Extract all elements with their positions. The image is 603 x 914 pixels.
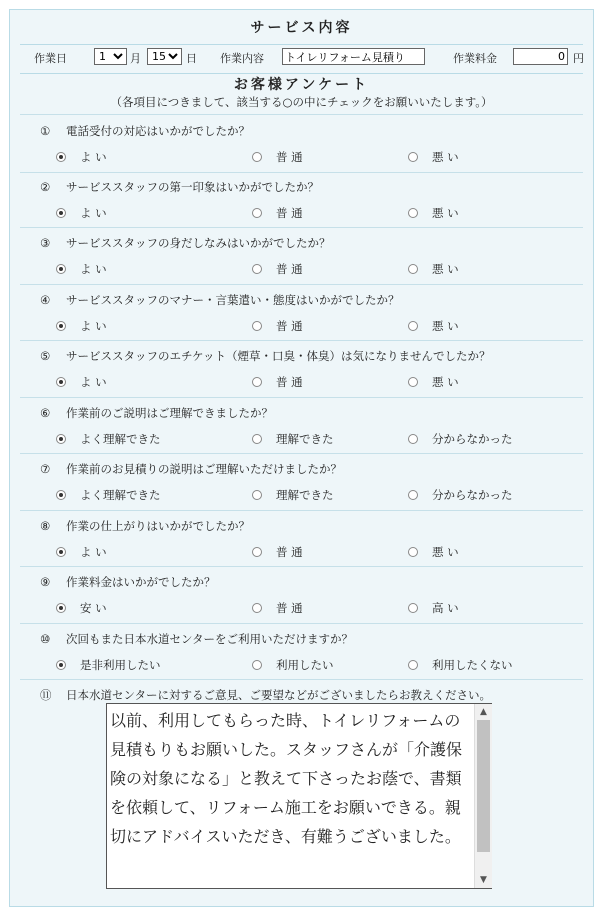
question-number: ⑪ (40, 688, 52, 702)
option-label: 安 い (80, 601, 107, 615)
option-label: 悪 い (432, 544, 459, 559)
radio-button[interactable] (56, 152, 66, 162)
answer-option[interactable] (408, 431, 513, 447)
option-label: 普 通 (276, 150, 303, 164)
answer-option[interactable] (252, 149, 303, 165)
scroll-thumb[interactable] (477, 720, 490, 852)
option-label: 高 い (432, 601, 459, 615)
radio-button[interactable] (56, 434, 66, 444)
option-label: よ い (80, 205, 107, 220)
question-text (40, 631, 353, 647)
radio-button[interactable] (252, 208, 262, 218)
answer-option[interactable] (252, 487, 334, 503)
survey-title: お客様アンケート (233, 77, 370, 93)
question-number: ⑩ (40, 631, 51, 646)
radio-button[interactable] (56, 547, 66, 557)
question-1 (20, 114, 583, 173)
option-label: 悪 い (432, 205, 459, 220)
fee-unit: 円 (573, 52, 584, 65)
radio-button[interactable] (56, 660, 66, 670)
answer-option[interactable] (252, 600, 303, 616)
question-5 (20, 340, 583, 398)
radio-button[interactable] (408, 208, 418, 218)
option-label: 普 通 (276, 262, 303, 276)
answer-option[interactable] (408, 318, 459, 334)
question-label: 作業前のお見積りの説明はご理解いただけましたか？ (66, 462, 342, 476)
answer-option[interactable] (408, 600, 459, 616)
option-label: 悪 い (432, 318, 459, 333)
question-label: サービススタッフのマナー・言葉遣い・態度はいかがでしたか？ (66, 292, 400, 307)
work-label: 作業内容 (220, 52, 264, 65)
question-number: ⑤ (40, 349, 51, 363)
answer-option[interactable] (252, 261, 303, 277)
question-11-text (40, 687, 491, 703)
question-8 (20, 510, 583, 568)
option-label: よく理解できた (80, 488, 161, 502)
question-label: 次回もまた日本水道センターをご利用いただけますか？ (66, 631, 354, 646)
work-content-field[interactable] (282, 48, 425, 65)
radio-button[interactable] (408, 660, 418, 670)
radio-button[interactable] (252, 660, 262, 670)
fee-label: 作業料金 (453, 52, 497, 65)
answer-option[interactable] (56, 544, 107, 560)
question-number: ⑨ (40, 575, 51, 589)
question-number: ⑥ (40, 405, 51, 420)
answer-option[interactable] (252, 205, 303, 221)
radio-button[interactable] (252, 321, 262, 331)
radio-button[interactable] (408, 264, 418, 274)
option-label: 利用したい (276, 657, 334, 672)
date-label: 作業日 (34, 52, 67, 65)
answer-option[interactable] (56, 261, 107, 277)
option-label: 理解できた (276, 431, 334, 446)
answer-option[interactable] (56, 318, 107, 334)
radio-button[interactable] (252, 490, 262, 500)
option-label: 分からなかった (432, 488, 513, 502)
answer-option[interactable] (56, 431, 161, 447)
question-2 (20, 171, 583, 229)
month-unit: 月 (130, 52, 141, 65)
question-3 (20, 227, 583, 285)
question-label: 電話受付の対応はいかがでしたか？ (66, 124, 250, 138)
question-7 (20, 453, 583, 511)
answer-option[interactable] (408, 374, 459, 390)
answer-option[interactable] (252, 374, 303, 390)
answer-option[interactable] (408, 544, 459, 560)
radio-button[interactable] (408, 321, 418, 331)
answer-option[interactable] (56, 487, 161, 503)
question-label: サービススタッフのエチケット（煙草・口臭・体臭）は気になりませんでしたか？ (66, 349, 491, 363)
radio-button[interactable] (252, 434, 262, 444)
answer-option[interactable] (408, 149, 459, 165)
question-number: ③ (40, 236, 51, 250)
question-text (40, 179, 319, 195)
page-title: サービス内容 (250, 20, 353, 36)
question-9 (20, 566, 583, 624)
radio-button[interactable] (252, 377, 262, 387)
radio-button[interactable] (56, 490, 66, 500)
option-label: 利用したくない (432, 657, 513, 672)
radio-button[interactable] (408, 547, 418, 557)
radio-button[interactable] (408, 434, 418, 444)
answer-option[interactable] (252, 318, 303, 334)
question-text (40, 518, 250, 534)
question-label: 作業料金はいかがでしたか？ (66, 575, 216, 589)
question-number: ④ (40, 292, 51, 307)
answer-option[interactable] (56, 205, 107, 221)
option-label: よく理解できた (80, 431, 161, 446)
question-text (40, 348, 490, 364)
question-label: 日本水道センターに対するご意見、ご要望などがございましたらお教えください。 (66, 688, 492, 702)
month-select[interactable] (94, 48, 127, 65)
option-label: よ い (80, 150, 107, 164)
option-label: よ い (80, 544, 107, 559)
option-label: 普 通 (276, 544, 303, 559)
question-4 (20, 284, 583, 342)
option-label: よ い (80, 262, 107, 276)
answer-option[interactable] (408, 261, 459, 277)
option-label: よ い (80, 318, 107, 333)
day-unit: 日 (186, 52, 197, 65)
question-number: ② (40, 179, 51, 194)
option-label: 理解できた (276, 488, 334, 502)
answer-option[interactable] (408, 487, 513, 503)
radio-button[interactable] (408, 603, 418, 613)
question-text (40, 123, 250, 139)
option-label: 悪 い (432, 262, 459, 276)
option-label: 普 通 (276, 318, 303, 333)
scroll-up-icon[interactable]: ▲ (480, 707, 487, 717)
radio-button[interactable] (56, 321, 66, 331)
radio-button[interactable] (252, 547, 262, 557)
answer-option[interactable] (252, 544, 303, 560)
day-select[interactable] (147, 48, 182, 65)
question-label: 作業前のご説明はご理解できましたか？ (66, 405, 273, 420)
option-label: 悪 い (432, 150, 459, 164)
question-6 (20, 397, 583, 455)
radio-button[interactable] (56, 264, 66, 274)
radio-button[interactable] (56, 603, 66, 613)
question-number: ⑧ (40, 518, 51, 533)
answer-option[interactable] (408, 657, 513, 673)
answer-option[interactable] (252, 431, 334, 447)
answer-option[interactable] (56, 600, 107, 616)
work-info-row (20, 44, 583, 74)
question-text (40, 574, 216, 590)
feedback-textarea[interactable] (106, 703, 492, 889)
question-label: 作業の仕上がりはいかがでしたか？ (66, 518, 250, 533)
option-label: 分からなかった (432, 431, 513, 446)
question-label: サービススタッフの第一印象はいかがでしたか？ (66, 179, 319, 194)
answer-option[interactable] (252, 657, 334, 673)
radio-button[interactable] (408, 490, 418, 500)
radio-button[interactable] (408, 152, 418, 162)
question-text (40, 405, 273, 421)
radio-button[interactable] (408, 377, 418, 387)
answer-option[interactable] (56, 374, 107, 390)
scroll-down-icon[interactable]: ▼ (480, 875, 487, 885)
question-text (40, 292, 400, 308)
fee-field[interactable] (513, 48, 568, 65)
option-label: 普 通 (276, 375, 303, 389)
answer-option[interactable] (408, 205, 459, 221)
option-label: 是非利用したい (80, 657, 161, 672)
radio-button[interactable] (252, 264, 262, 274)
answer-option[interactable] (56, 657, 161, 673)
radio-button[interactable] (56, 377, 66, 387)
question-number: ⑦ (40, 462, 51, 476)
question-label: サービススタッフの身だしなみはいかがでしたか？ (66, 236, 331, 250)
radio-button[interactable] (56, 208, 66, 218)
answer-option[interactable] (56, 149, 107, 165)
survey-instructions: （各項目につきまして、該当する○の中にチェックをお願いいたします。） (110, 95, 493, 109)
question-text (40, 461, 342, 477)
question-number: ① (40, 124, 51, 138)
radio-button[interactable] (252, 603, 262, 613)
question-10 (20, 623, 583, 681)
option-label: よ い (80, 375, 107, 389)
option-label: 悪 い (432, 375, 459, 389)
radio-button[interactable] (252, 152, 262, 162)
option-label: 普 通 (276, 205, 303, 220)
option-label: 普 通 (276, 601, 303, 615)
question-text (40, 235, 331, 251)
textarea-scrollbar[interactable] (474, 704, 492, 888)
